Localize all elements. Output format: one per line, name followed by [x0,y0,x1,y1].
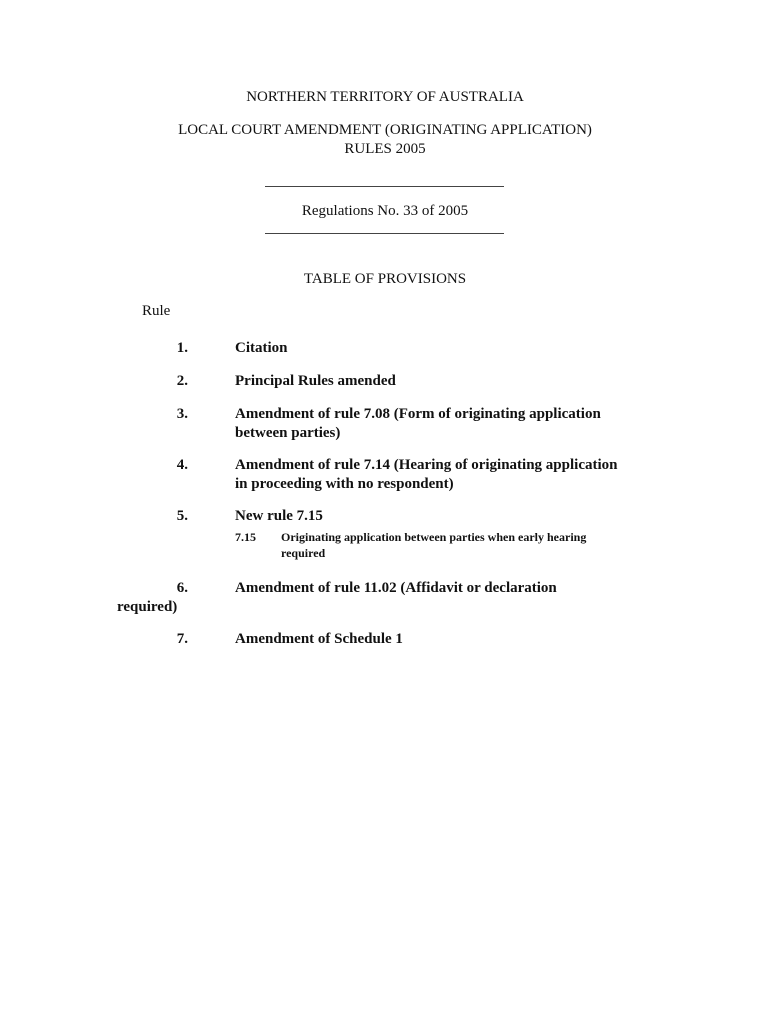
toc-item-5-number: 5. [176,508,188,524]
toc-item-3-number: 3. [176,406,188,422]
divider-top [265,186,504,187]
toc-subitem-title[interactable]: Originating application between parties when early hearing [281,530,587,544]
rule-column-label: Rule [142,303,171,319]
toc-item-2-title[interactable]: Principal Rules amended [235,373,396,389]
toc-item-6-title[interactable]: Amendment of rule 11.02 (Affidavit or declaration [235,580,557,596]
document-title-line-2: RULES 2005 [344,141,426,157]
document-title-line-1: LOCAL COURT AMENDMENT (ORIGINATING APPLICATION) [178,122,592,138]
toc-item-1-number: 1. [176,340,188,356]
toc-item-5-title[interactable]: New rule 7.15 [235,508,323,524]
toc-item-4-title-cont[interactable]: in proceeding with no respondent) [235,476,454,492]
toc-item-2-number: 2. [176,373,188,389]
jurisdiction-heading: NORTHERN TERRITORY OF AUSTRALIA [246,89,524,105]
divider-bottom [265,233,504,234]
toc-heading: TABLE OF PROVISIONS [303,271,467,287]
toc-item-3-title[interactable]: Amendment of rule 7.08 (Form of originating application [235,406,601,422]
toc-item-1-title[interactable]: Citation [235,340,288,356]
toc-item-3-title-cont[interactable]: between parties) [235,425,341,441]
toc-subitem-title-cont[interactable]: required [281,546,326,560]
toc-item-6-title-cont[interactable]: required) [117,599,178,615]
regulation-number: Regulations No. 33 of 2005 [301,203,469,219]
toc-item-4-number: 4. [176,457,188,473]
toc-subitem-number: 7.15 [235,530,256,544]
toc-item-7-title[interactable]: Amendment of Schedule 1 [235,631,403,647]
toc-item-4-title[interactable]: Amendment of rule 7.14 (Hearing of originating application [235,457,618,473]
toc-item-7-number: 7. [176,631,188,647]
toc-item-6-number: 6. [176,580,188,596]
